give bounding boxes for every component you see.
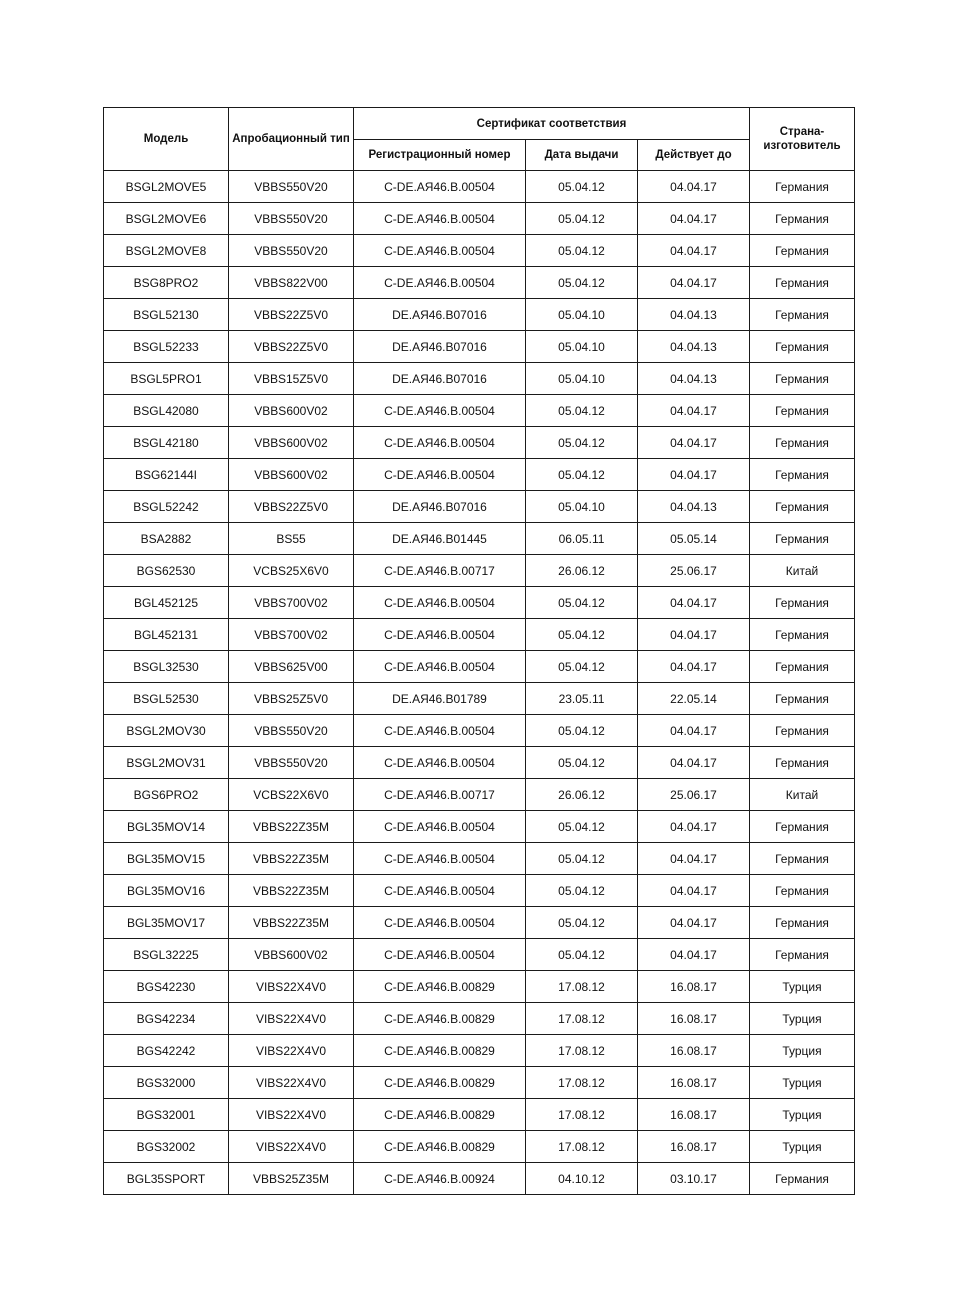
- cell-issue-date: 23.05.11: [526, 683, 638, 715]
- cell-reg-number: C-DE.АЯ46.В.00504: [354, 651, 526, 683]
- cell-reg-number: C-DE.АЯ46.В.00504: [354, 939, 526, 971]
- cell-issue-date: 05.04.12: [526, 619, 638, 651]
- cell-valid-until: 25.06.17: [638, 779, 750, 811]
- cell-issue-date: 04.10.12: [526, 1163, 638, 1195]
- cell-issue-date: 17.08.12: [526, 1003, 638, 1035]
- cell-country: Германия: [750, 651, 855, 683]
- table-row: [104, 427, 855, 459]
- cell-issue-date: 06.05.11: [526, 523, 638, 555]
- cell-approbation-type: VBBS22Z5V0: [229, 331, 354, 363]
- cell-model: BSGL2MOVE6: [104, 203, 229, 235]
- cell-issue-date: 05.04.10: [526, 299, 638, 331]
- cell-issue-date: 17.08.12: [526, 1035, 638, 1067]
- table-row: [104, 747, 855, 779]
- cell-country: Турция: [750, 1067, 855, 1099]
- cell-reg-number: C-DE.АЯ46.В.00829: [354, 1035, 526, 1067]
- cell-valid-until: 04.04.17: [638, 651, 750, 683]
- cell-reg-number: DE.АЯ46.В07016: [354, 331, 526, 363]
- cell-approbation-type: VBBS22Z35M: [229, 875, 354, 907]
- cell-country: Китай: [750, 779, 855, 811]
- cell-issue-date: 26.06.12: [526, 779, 638, 811]
- cell-approbation-type: VBBS600V02: [229, 459, 354, 491]
- cell-model: BGS42234: [104, 1003, 229, 1035]
- header-country: Страна-изготовитель: [750, 108, 855, 171]
- cell-approbation-type: VBBS25Z5V0: [229, 683, 354, 715]
- cell-country: Турция: [750, 1131, 855, 1163]
- cell-country: Германия: [750, 939, 855, 971]
- table-row: [104, 523, 855, 555]
- cell-valid-until: 25.06.17: [638, 555, 750, 587]
- table-row: [104, 587, 855, 619]
- cell-valid-until: 04.04.17: [638, 939, 750, 971]
- cell-issue-date: 05.04.12: [526, 587, 638, 619]
- table-row: [104, 459, 855, 491]
- cell-approbation-type: VBBS700V02: [229, 619, 354, 651]
- table-row: [104, 683, 855, 715]
- cell-model: BGS32000: [104, 1067, 229, 1099]
- table-row: [104, 1035, 855, 1067]
- cell-country: Турция: [750, 1003, 855, 1035]
- cell-approbation-type: VIBS22X4V0: [229, 1067, 354, 1099]
- cell-country: Китай: [750, 555, 855, 587]
- header-model: Модель: [104, 108, 229, 171]
- cell-issue-date: 05.04.12: [526, 875, 638, 907]
- cell-approbation-type: VBBS22Z35M: [229, 811, 354, 843]
- table-header: [104, 108, 855, 171]
- cell-model: BSGL32530: [104, 651, 229, 683]
- cell-model: BSA2882: [104, 523, 229, 555]
- cell-model: BSGL52242: [104, 491, 229, 523]
- cell-reg-number: C-DE.АЯ46.В.00504: [354, 619, 526, 651]
- cell-issue-date: 17.08.12: [526, 971, 638, 1003]
- cell-reg-number: C-DE.АЯ46.В.00504: [354, 267, 526, 299]
- cell-country: Германия: [750, 203, 855, 235]
- cell-country: Германия: [750, 1163, 855, 1195]
- cell-issue-date: 05.04.12: [526, 715, 638, 747]
- cell-country: Германия: [750, 523, 855, 555]
- cell-reg-number: C-DE.АЯ46.В.00504: [354, 459, 526, 491]
- cell-model: BSGL42080: [104, 395, 229, 427]
- cell-valid-until: 16.08.17: [638, 1099, 750, 1131]
- cell-reg-number: C-DE.АЯ46.В.00504: [354, 715, 526, 747]
- table-row: [104, 1163, 855, 1195]
- header-valid-until: Действует до: [638, 140, 750, 171]
- cell-valid-until: 04.04.17: [638, 235, 750, 267]
- cell-issue-date: 05.04.12: [526, 203, 638, 235]
- cell-model: BGS42230: [104, 971, 229, 1003]
- cell-reg-number: C-DE.АЯ46.В.00504: [354, 171, 526, 203]
- table-row: [104, 267, 855, 299]
- cell-reg-number: C-DE.АЯ46.В.00504: [354, 811, 526, 843]
- cell-valid-until: 04.04.17: [638, 459, 750, 491]
- cell-issue-date: 05.04.12: [526, 747, 638, 779]
- cell-approbation-type: VBBS22Z5V0: [229, 491, 354, 523]
- table-row: [104, 1099, 855, 1131]
- cell-reg-number: C-DE.АЯ46.В.00504: [354, 587, 526, 619]
- cell-valid-until: 16.08.17: [638, 1003, 750, 1035]
- cell-approbation-type: VBBS550V20: [229, 747, 354, 779]
- cell-approbation-type: VBBS600V02: [229, 395, 354, 427]
- cell-model: BGS32001: [104, 1099, 229, 1131]
- table-row: [104, 715, 855, 747]
- cell-model: BSGL2MOV31: [104, 747, 229, 779]
- cell-valid-until: 22.05.14: [638, 683, 750, 715]
- table-row: [104, 779, 855, 811]
- cell-valid-until: 16.08.17: [638, 1035, 750, 1067]
- cell-issue-date: 05.04.12: [526, 651, 638, 683]
- table-row: [104, 203, 855, 235]
- cell-approbation-type: VBBS822V00: [229, 267, 354, 299]
- cell-issue-date: 05.04.12: [526, 395, 638, 427]
- cell-model: BSGL52130: [104, 299, 229, 331]
- cell-country: Германия: [750, 907, 855, 939]
- cell-model: BSGL42180: [104, 427, 229, 459]
- cell-model: BSGL2MOVE5: [104, 171, 229, 203]
- cell-country: Германия: [750, 299, 855, 331]
- table-body: [104, 171, 855, 1195]
- cell-reg-number: C-DE.АЯ46.В.00504: [354, 395, 526, 427]
- cell-approbation-type: VCBS25X6V0: [229, 555, 354, 587]
- cell-valid-until: 04.04.17: [638, 747, 750, 779]
- cell-country: Германия: [750, 235, 855, 267]
- cell-model: BGL35SPORT: [104, 1163, 229, 1195]
- cell-valid-until: 04.04.17: [638, 395, 750, 427]
- cell-valid-until: 05.05.14: [638, 523, 750, 555]
- cell-issue-date: 05.04.12: [526, 843, 638, 875]
- cell-approbation-type: VIBS22X4V0: [229, 1131, 354, 1163]
- cell-issue-date: 05.04.10: [526, 331, 638, 363]
- table-row: [104, 363, 855, 395]
- table-row: [104, 1067, 855, 1099]
- cell-reg-number: DE.АЯ46.В07016: [354, 363, 526, 395]
- cell-approbation-type: VBBS550V20: [229, 171, 354, 203]
- cell-valid-until: 04.04.17: [638, 907, 750, 939]
- table-row: [104, 491, 855, 523]
- cell-issue-date: 17.08.12: [526, 1131, 638, 1163]
- cell-country: Германия: [750, 811, 855, 843]
- cell-approbation-type: VBBS600V02: [229, 939, 354, 971]
- cell-valid-until: 04.04.17: [638, 875, 750, 907]
- cell-approbation-type: VBBS25Z35M: [229, 1163, 354, 1195]
- cell-reg-number: C-DE.АЯ46.В.00504: [354, 235, 526, 267]
- cell-model: BGS62530: [104, 555, 229, 587]
- cell-model: BGL35MOV15: [104, 843, 229, 875]
- cell-country: Германия: [750, 427, 855, 459]
- header-certificate-group: Сертификат соответствия: [354, 108, 750, 140]
- cell-reg-number: C-DE.АЯ46.В.00504: [354, 843, 526, 875]
- cell-issue-date: 05.04.12: [526, 459, 638, 491]
- cell-reg-number: C-DE.АЯ46.В.00504: [354, 427, 526, 459]
- cell-valid-until: 16.08.17: [638, 1131, 750, 1163]
- cell-country: Германия: [750, 363, 855, 395]
- cell-model: BSGL52530: [104, 683, 229, 715]
- table-row: [104, 171, 855, 203]
- cell-valid-until: 16.08.17: [638, 971, 750, 1003]
- cell-country: Турция: [750, 1099, 855, 1131]
- cell-country: Германия: [750, 875, 855, 907]
- cell-valid-until: 04.04.17: [638, 203, 750, 235]
- cell-valid-until: 04.04.17: [638, 619, 750, 651]
- cell-country: Германия: [750, 331, 855, 363]
- cell-valid-until: 03.10.17: [638, 1163, 750, 1195]
- cell-approbation-type: VCBS22X6V0: [229, 779, 354, 811]
- cell-country: Германия: [750, 843, 855, 875]
- cell-approbation-type: VBBS22Z5V0: [229, 299, 354, 331]
- cell-model: BSGL52233: [104, 331, 229, 363]
- cell-issue-date: 05.04.12: [526, 811, 638, 843]
- cell-model: BGL35MOV14: [104, 811, 229, 843]
- cell-issue-date: 05.04.10: [526, 363, 638, 395]
- cell-issue-date: 05.04.12: [526, 235, 638, 267]
- table-row: [104, 395, 855, 427]
- cell-country: Германия: [750, 715, 855, 747]
- table-row: [104, 235, 855, 267]
- cell-reg-number: C-DE.АЯ46.В.00504: [354, 907, 526, 939]
- cell-country: Германия: [750, 491, 855, 523]
- cell-model: BGS6PRO2: [104, 779, 229, 811]
- cell-valid-until: 04.04.17: [638, 843, 750, 875]
- cell-approbation-type: VIBS22X4V0: [229, 1035, 354, 1067]
- cell-country: Германия: [750, 171, 855, 203]
- table-row: [104, 1003, 855, 1035]
- cell-reg-number: DE.АЯ46.В07016: [354, 299, 526, 331]
- cell-valid-until: 04.04.17: [638, 587, 750, 619]
- cell-valid-until: 16.08.17: [638, 1067, 750, 1099]
- cell-country: Германия: [750, 619, 855, 651]
- cell-reg-number: C-DE.АЯ46.В.00924: [354, 1163, 526, 1195]
- table-row: [104, 907, 855, 939]
- cell-reg-number: C-DE.АЯ46.В.00717: [354, 555, 526, 587]
- cell-model: BSGL2MOVE8: [104, 235, 229, 267]
- table-row: [104, 299, 855, 331]
- header-issue-date: Дата выдачи: [526, 140, 638, 171]
- cell-issue-date: 17.08.12: [526, 1099, 638, 1131]
- cell-country: Германия: [750, 395, 855, 427]
- table-row: [104, 331, 855, 363]
- table-row: [104, 619, 855, 651]
- header-approbation-type: Апробационный тип: [229, 108, 354, 171]
- cell-model: BGS42242: [104, 1035, 229, 1067]
- cell-valid-until: 04.04.13: [638, 331, 750, 363]
- cell-country: Германия: [750, 267, 855, 299]
- cell-reg-number: C-DE.АЯ46.В.00504: [354, 203, 526, 235]
- cell-reg-number: DE.АЯ46.В01445: [354, 523, 526, 555]
- header-reg-number: Регистрационный номер: [354, 140, 526, 171]
- cell-valid-until: 04.04.13: [638, 299, 750, 331]
- cell-issue-date: 26.06.12: [526, 555, 638, 587]
- cell-model: BGS32002: [104, 1131, 229, 1163]
- cell-approbation-type: VIBS22X4V0: [229, 1099, 354, 1131]
- cell-issue-date: 05.04.12: [526, 427, 638, 459]
- cell-issue-date: 05.04.12: [526, 907, 638, 939]
- cell-country: Турция: [750, 971, 855, 1003]
- cell-approbation-type: VBBS550V20: [229, 235, 354, 267]
- cell-reg-number: C-DE.АЯ46.В.00829: [354, 1099, 526, 1131]
- table-row: [104, 875, 855, 907]
- cell-model: BGL452125: [104, 587, 229, 619]
- cell-reg-number: C-DE.АЯ46.В.00829: [354, 1003, 526, 1035]
- cell-approbation-type: VBBS15Z5V0: [229, 363, 354, 395]
- table-row: [104, 971, 855, 1003]
- cell-approbation-type: BS55: [229, 523, 354, 555]
- table-row: [104, 811, 855, 843]
- cell-valid-until: 04.04.13: [638, 363, 750, 395]
- cell-approbation-type: VBBS550V20: [229, 203, 354, 235]
- table-row: [104, 555, 855, 587]
- table-row: [104, 651, 855, 683]
- cell-reg-number: C-DE.АЯ46.В.00504: [354, 747, 526, 779]
- cell-approbation-type: VIBS22X4V0: [229, 1003, 354, 1035]
- cell-valid-until: 04.04.17: [638, 811, 750, 843]
- cell-approbation-type: VBBS700V02: [229, 587, 354, 619]
- cell-issue-date: 05.04.12: [526, 939, 638, 971]
- cell-country: Германия: [750, 459, 855, 491]
- cell-issue-date: 05.04.12: [526, 267, 638, 299]
- cell-reg-number: DE.АЯ46.В07016: [354, 491, 526, 523]
- cell-model: BSGL2MOV30: [104, 715, 229, 747]
- table-row: [104, 939, 855, 971]
- cell-reg-number: DE.АЯ46.В01789: [354, 683, 526, 715]
- cell-issue-date: 05.04.10: [526, 491, 638, 523]
- cell-model: BSGL5PRO1: [104, 363, 229, 395]
- cell-model: BSG8PRO2: [104, 267, 229, 299]
- cell-approbation-type: VIBS22X4V0: [229, 971, 354, 1003]
- cell-country: Турция: [750, 1035, 855, 1067]
- cell-valid-until: 04.04.17: [638, 427, 750, 459]
- cell-model: BGL452131: [104, 619, 229, 651]
- cell-approbation-type: VBBS550V20: [229, 715, 354, 747]
- cell-valid-until: 04.04.13: [638, 491, 750, 523]
- cell-country: Германия: [750, 587, 855, 619]
- cell-reg-number: C-DE.АЯ46.В.00717: [354, 779, 526, 811]
- cell-valid-until: 04.04.17: [638, 171, 750, 203]
- cell-reg-number: C-DE.АЯ46.В.00829: [354, 971, 526, 1003]
- certificate-table: [103, 107, 855, 1195]
- cell-reg-number: C-DE.АЯ46.В.00829: [354, 1067, 526, 1099]
- cell-issue-date: 05.04.12: [526, 171, 638, 203]
- cell-model: BSG62144I: [104, 459, 229, 491]
- cell-approbation-type: VBBS600V02: [229, 427, 354, 459]
- cell-valid-until: 04.04.17: [638, 715, 750, 747]
- cell-country: Германия: [750, 747, 855, 779]
- table-row: [104, 1131, 855, 1163]
- cell-reg-number: C-DE.АЯ46.В.00504: [354, 875, 526, 907]
- cell-country: Германия: [750, 683, 855, 715]
- cell-reg-number: C-DE.АЯ46.В.00829: [354, 1131, 526, 1163]
- cell-issue-date: 17.08.12: [526, 1067, 638, 1099]
- cell-model: BGL35MOV16: [104, 875, 229, 907]
- cell-approbation-type: VBBS625V00: [229, 651, 354, 683]
- cell-model: BSGL32225: [104, 939, 229, 971]
- table-row: [104, 843, 855, 875]
- cell-model: BGL35MOV17: [104, 907, 229, 939]
- cell-approbation-type: VBBS22Z35M: [229, 907, 354, 939]
- cell-approbation-type: VBBS22Z35M: [229, 843, 354, 875]
- cell-valid-until: 04.04.17: [638, 267, 750, 299]
